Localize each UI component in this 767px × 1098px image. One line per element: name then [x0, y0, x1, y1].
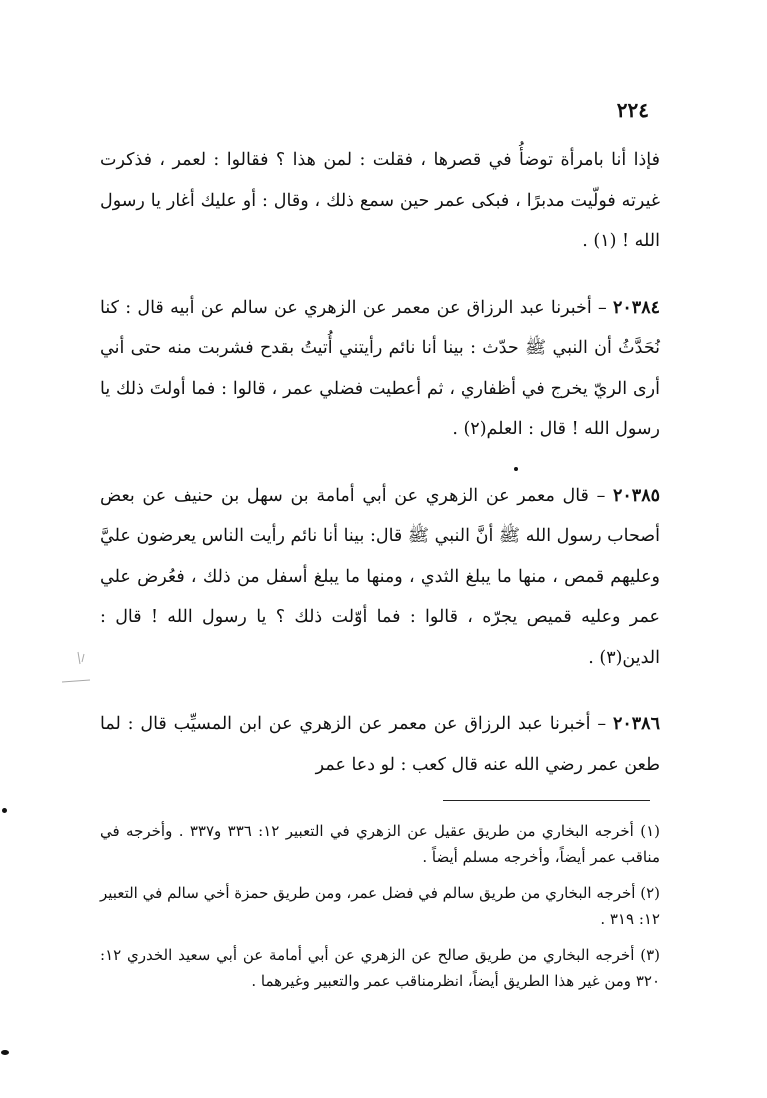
hadith-number: ٢٠٣٨٤ — [613, 297, 660, 318]
hadith-20385 — [100, 476, 660, 679]
scan-edge-dot — [1, 1050, 9, 1055]
footnote-text: أخرجه البخاري من طريق عقيل عن الزهري في التعبير ١٢: ٣٣٦ و٣٣٧ . وأخرجه في مناقب عمر أيضاً، وأخرجه مسلم أيضاً . — [100, 822, 660, 866]
paragraph-text: – أخبرنا عبد الرزاق عن معمر عن الزهري عن ابن المسيِّب قال : لما طعن عمر رضي الله عنه قال كعب : لو دعا عمر — [100, 714, 660, 775]
hadith-number: ٢٠٣٨٦ — [612, 714, 660, 734]
footnote-text: أخرجه البخاري من طريق سالم في فضل عمر، ومن طريق حمزة أخي سالم في التعبير ١٢: ٣١٩ . — [100, 884, 660, 928]
footnote-text: أخرجه البخاري من طريق صالح عن الزهري عن أبي أمامة عن أبي سعيد الخدري ١٢: ٣٢٠ ومن غير هذا الطريق أيضاً، انظرمناقب عمر والتعبير وغيرهما . — [100, 946, 660, 990]
paragraph-text: فإذا أنا بامرأة توضأُ في قصرها ، فقلت : لمن هذا ؟ فقالوا : لعمر ، فذكرت غيرته فولّيت مدبرًا ، فبكى عمر حين سمع ذلك ، وقال : أو عليك أغار يا رسول الله ! (١) . — [100, 150, 660, 251]
hadith-number: ٢٠٣٨٥ — [613, 485, 660, 506]
scan-edge-dot — [2, 808, 7, 813]
footnotes — [100, 818, 660, 1004]
hadith-20384 — [100, 288, 660, 450]
pencil-scribble-icon — [58, 648, 94, 688]
footnote-1 — [100, 818, 660, 870]
footnote-marker: (٢) — [640, 884, 660, 902]
ink-dot — [514, 467, 518, 471]
hadith-20386 — [100, 704, 660, 785]
paragraph-text: – أخبرنا عبد الرزاق عن معمر عن الزهري عن سالم عن أبيه قال : كنا نُحَدَّثُ أن النبي ﷺ حدّث : بينا أنا نائم رأيتني أُتيتُ بقدح فشربت منه حتى أني أرى الريّ يخرج في أظفاري ، ثم أعطيت فضلي عمر ، قالوا : فما أولتَ ذلك يا رسول الله ! قال : العلم(٢) . — [100, 297, 660, 439]
footnote-3 — [100, 942, 660, 994]
paragraph-text: – قال معمر عن الزهري عن أبي أمامة بن سهل بن حنيف عن بعض أصحاب رسول الله ﷺ أنَّ النبي ﷺ قال: بينا أنا نائم رأيت الناس يعرضون عليَّ وعليهم قمص ، منها ما يبلغ الثدي ، ومنها ما يبلغ أسفل من ذلك ، فعُرض علي عمر وعليه قميص يجرّه ، قالوا : فما أوّلت ذلك ؟ يا رسول الله ! قال : الدين(٣) . — [100, 485, 660, 668]
main-text — [100, 140, 660, 811]
footnote-2 — [100, 880, 660, 932]
page-number: ٢٢٤ — [616, 98, 649, 122]
footnote-marker: (٣) — [640, 946, 660, 964]
paragraph-continuation — [100, 140, 660, 262]
footnote-marker: (١) — [640, 822, 660, 840]
margin-pencil-mark — [58, 648, 94, 688]
footnote-divider — [443, 800, 650, 801]
